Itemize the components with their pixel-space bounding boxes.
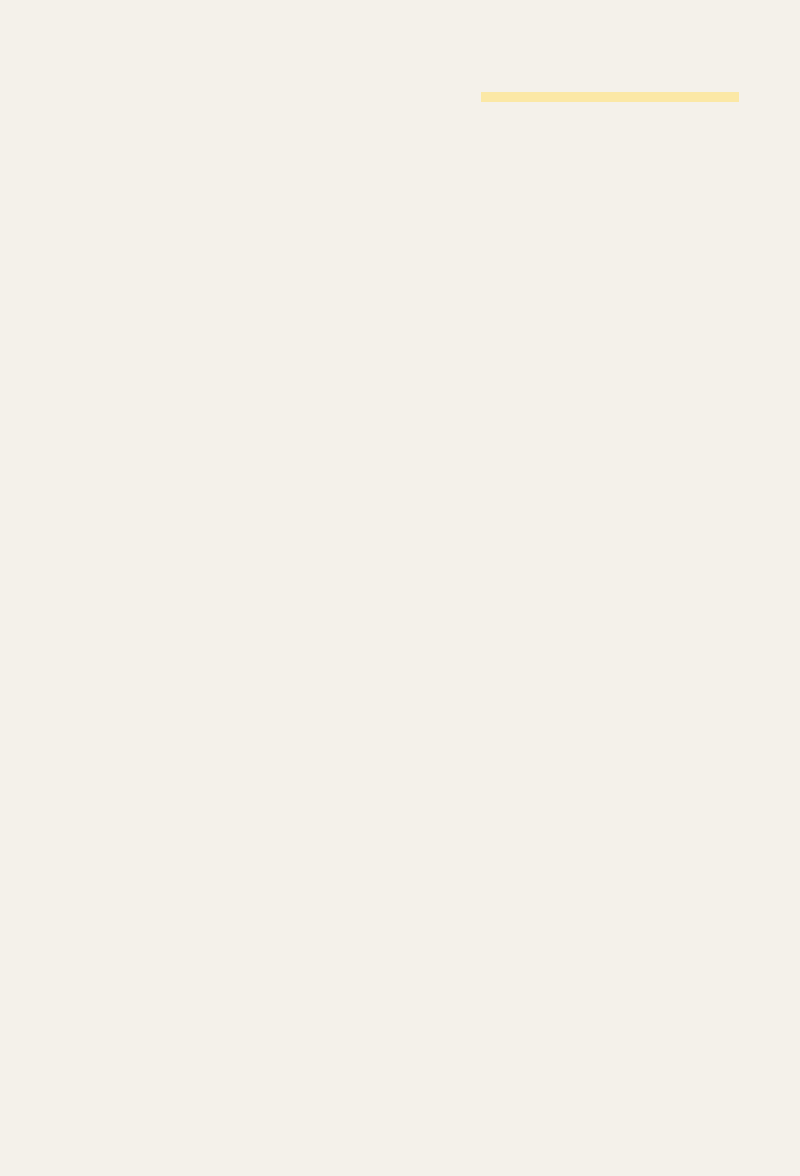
page-content — [103, 90, 739, 114]
question-box — [481, 92, 739, 102]
text-with-question — [103, 90, 739, 102]
